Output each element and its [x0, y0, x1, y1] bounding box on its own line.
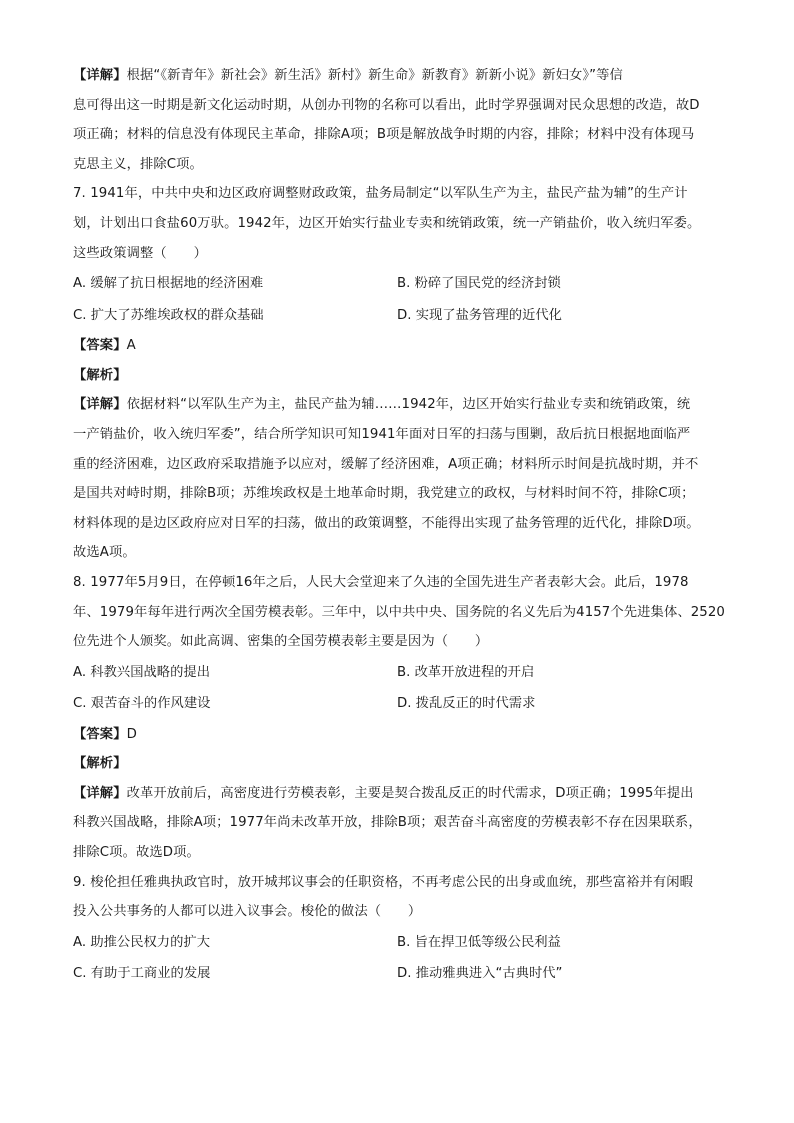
answer-label: 【答案】	[73, 726, 127, 742]
q9-options-row-1	[73, 927, 733, 959]
q7-answer	[73, 331, 733, 361]
q8-option-b: B. 改革开放进程的开启	[397, 664, 535, 680]
q8-analysis-label: 【解析】	[73, 756, 127, 772]
q6-detail-line-2: 息可得出这一时期是新文化运动时期，从创办刊物的名称可以看出，此时学界强调对民众思想的改造，故D	[73, 97, 700, 113]
q8-stem-line-3: 位先进个人颁奖。如此高调、密集的全国劳模表彰主要是因为（ ）	[73, 634, 489, 650]
q7-detail-line-2: 一产销盐价，收入统归军委”，结合所学知识可知1941年面对日军的扫荡与围剿，敌后抗日根据地面临严	[73, 426, 691, 442]
detail-label: 【详解】	[73, 785, 127, 801]
q8-option-a: A. 科教兴国战略的提出	[73, 664, 210, 680]
q8-detail-line-3: 排除C项。故选D项。	[73, 845, 200, 861]
q8-option-c: C. 艰苦奋斗的作风建设	[73, 696, 211, 712]
q7-options-row-1	[73, 268, 733, 300]
q8-detail-line-2: 科教兴国战略，排除A项；1977年尚未改革开放，排除B项；艰苦奋斗高密度的劳模表彰不存在因果联系，	[73, 815, 702, 831]
detail-label: 【详解】	[73, 397, 127, 413]
q7-option-c: C. 扩大了苏维埃政权的群众基础	[73, 307, 264, 323]
q8-answer-value: D	[126, 726, 137, 742]
q7-analysis-label: 【解析】	[73, 367, 127, 383]
q8-stem-line-1: 8. 1977年5月9日，在停顿16年之后，人民大会堂迎来了久违的全国先进生产者表彰大会。此后，1978	[73, 574, 689, 590]
q8-answer	[73, 720, 733, 750]
q8-option-d: D. 拨乱反正的时代需求	[397, 696, 536, 712]
q7-detail-line-4: 是国共对峙时期，排除B项；苏维埃政权是土地革命时期，我党建立的政权，与材料时间不符，排除C项；	[73, 486, 695, 502]
q7-option-d: D. 实现了盐务管理的近代化	[397, 307, 562, 323]
q9-option-b: B. 旨在捍卫低等级公民利益	[397, 934, 561, 950]
q9-option-a: A. 助推公民权力的扩大	[73, 934, 210, 950]
q7-detail-line-1: 【详解】依据材料“以军队生产为主，盐民产盐为辅……1942年，边区开始实行盐业专卖和统销政策，统	[73, 397, 691, 413]
q9-option-c: C. 有助于工商业的发展	[73, 966, 211, 982]
q8-options-row-1	[73, 657, 733, 689]
detail-label: 【详解】	[73, 68, 127, 83]
q7-stem-line-3: 这些政策调整（ ）	[73, 245, 207, 261]
q7-options-row-2	[73, 300, 733, 332]
q9-stem-line-2: 投入公共事务的人都可以进入议事会。梭伦的做法（ ）	[73, 904, 422, 920]
q7-detail-line-5: 材料体现的是边区政府应对日军的扫荡，做出的政策调整，不能得出实现了盐务管理的近代化，排除D项。	[73, 515, 700, 531]
q6-detail-line-4: 克思主义，排除C项。	[73, 156, 203, 172]
q6-detail-line-1: 【详解】根据“《新青年》新社会》新生活》新村》新生命》新教育》新新小说》新妇女》”等信	[73, 68, 623, 83]
q7-option-a: A. 缓解了抗日根据地的经济困难	[73, 276, 264, 292]
q9-stem-line-1: 9. 梭伦担任雅典执政官时，放开城邦议事会的任职资格，不再考虑公民的出身或血统，那些富裕并有闲暇	[73, 874, 694, 890]
q7-stem-line-1: 7. 1941年，中共中央和边区政府调整财政政策，盐务局制定“以军队生产为主，盐民产盐为辅”的生产计	[73, 186, 688, 202]
answer-label: 【答案】	[73, 338, 127, 354]
q9-options-row-2	[73, 958, 733, 990]
q7-stem-line-2: 划，计划出口食盐60万驮。1942年，边区开始实行盐业专卖和统销政策，统一产销盐价，收入统归军委。	[73, 215, 701, 231]
q7-detail-line-6: 故选A项。	[73, 545, 136, 561]
q9-option-d: D. 推动雅典进入“古典时代”	[397, 966, 563, 982]
q8-detail-line-1: 【详解】改革开放前后，高密度进行劳模表彰，主要是契合拨乱反正的时代需求，D项正确；1995年提出	[73, 785, 694, 801]
q7-option-b: B. 粉碎了国民党的经济封锁	[397, 276, 561, 292]
q6-detail-line-3: 项正确；材料的信息没有体现民主革命，排除A项；B项是解放战争时期的内容，排除；材料中没有体现马	[73, 127, 695, 143]
q8-options-row-2	[73, 688, 733, 720]
q7-answer-value: A	[126, 338, 136, 354]
document-page	[73, 61, 733, 990]
q8-stem-line-2: 年、1979年每年进行两次全国劳模表彰。三年中，以中共中央、国务院的名义先后为4157个先进集体、2520	[73, 604, 725, 620]
q7-detail-line-3: 重的经济困难，边区政府采取措施予以应对，缓解了经济困难，A项正确；材料所示时间是抗战时期，并不	[73, 456, 699, 472]
